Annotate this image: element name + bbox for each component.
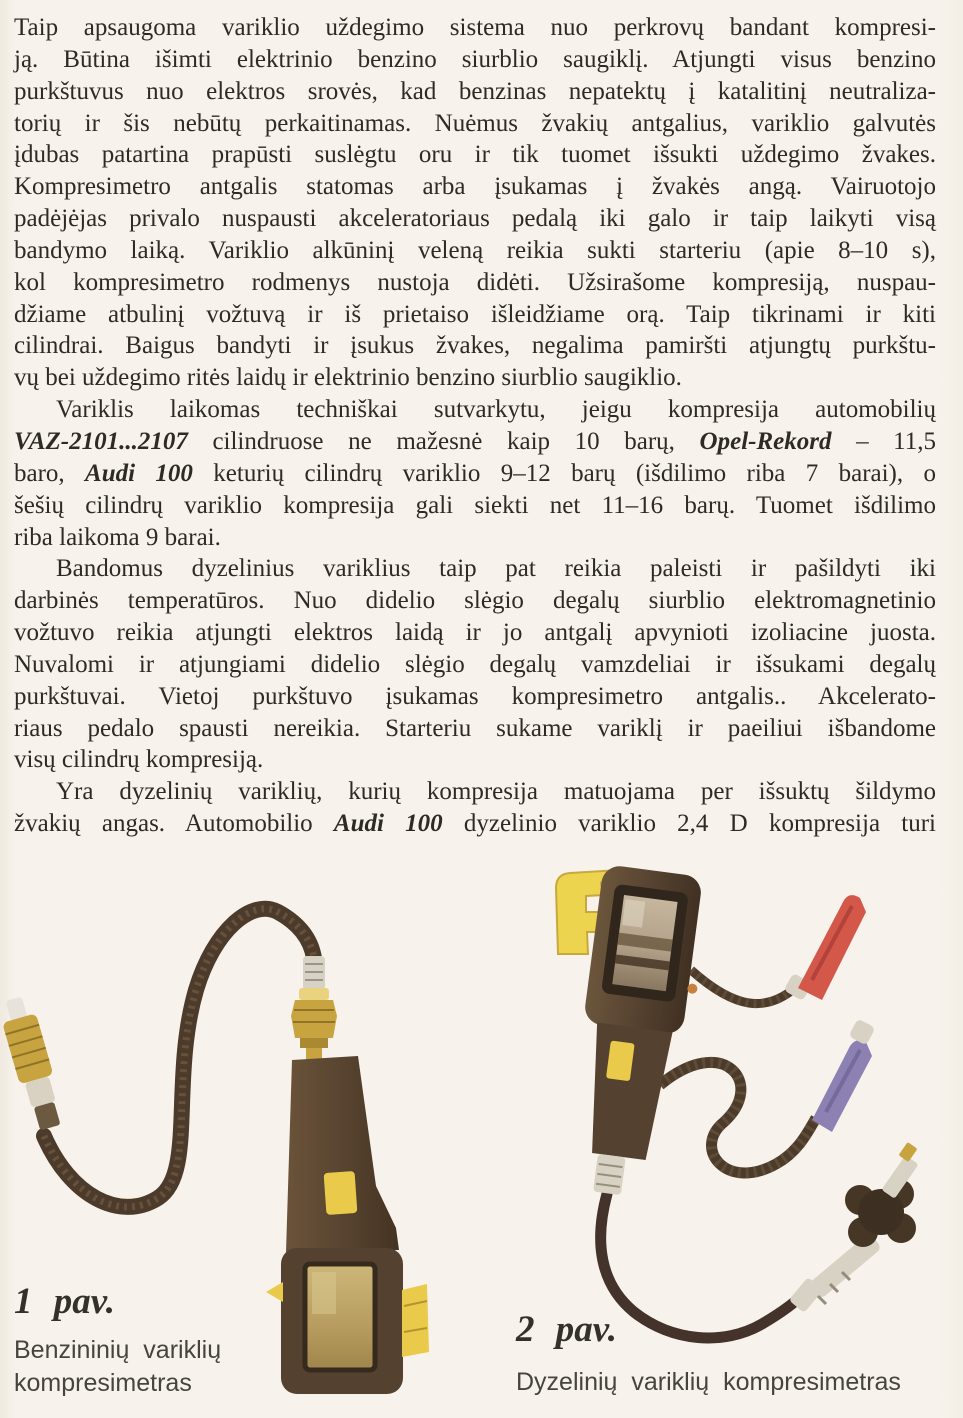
left-pointer — [266, 1282, 283, 1302]
pressure-hose — [601, 1194, 804, 1338]
tester-body — [286, 1056, 399, 1252]
text-line: riba laikoma 9 barai. — [14, 523, 221, 551]
glow-plug-adapter — [789, 1142, 919, 1313]
yellow-button — [606, 1040, 635, 1081]
text-line: Nuvalomi ir atjungiami didelio slėgio degalų vamzdeliai ir išsukami degalų — [14, 650, 936, 678]
text-line: vožtuvo reikia atjungti elektros laidą ir jo antgalį apvynioti izoliacine juosta. — [14, 619, 936, 647]
text-line: torių ir šis nebūtų perkaitinamas. Nuėmus žvakių antgalius, variklio galvutės — [14, 109, 936, 137]
side-tab — [402, 1284, 429, 1357]
gauge-inlet-fitting — [291, 956, 337, 1060]
flex-hose — [44, 909, 314, 1207]
text-line: ją. Būtina išimti elektrinio benzino siurblio saugiklį. Atjungti visus benzino — [14, 45, 936, 73]
text-line: Bandomus dyzelinius variklius taip pat reikia paleisti ir pašildyti iki — [56, 555, 936, 583]
text-line: cilindrai. Baigus bandyti ir įsukus žvakes, negalima pamiršti atjungtų purkštu- — [14, 332, 936, 360]
text-line: purkštuvus nuo elektros srovės, kad benzinas nepatektų į katalitinį neutraliza- — [14, 77, 936, 105]
figure-2-label: 2 pav. — [516, 1309, 618, 1350]
red-clip — [783, 895, 866, 1001]
hose-end-fitting — [0, 994, 67, 1132]
purple-clip — [812, 1018, 876, 1132]
text-line: vų bei uždegimo ritės laidų ir elektrinio benzino siurblio saugiklio. — [14, 364, 682, 392]
text-line: šešių cilindrų variklio kompresija gali siekti net 11–16 barų. Tuomet išdilimo — [14, 491, 936, 519]
purple-cable-coil-texture — [660, 1062, 816, 1173]
text-line: padėjėjas privalo nuspausti akceleratoriaus pedalą iki galo ir taip laikyti visą — [14, 205, 936, 233]
figure-1-caption-line-2: kompresimetras — [14, 1369, 192, 1397]
gauge-window-sheen — [312, 1272, 336, 1314]
figure-1-caption — [14, 1334, 221, 1400]
figure-2-caption — [516, 1366, 901, 1399]
text-line: Taip apsaugoma variklio uždegimo sistema nuo perkrovų bandant kompresi- — [14, 14, 936, 41]
text-line: darbinės temperatūros. Nuo didelio slėgio degalų siurblio elektromagnetinio — [14, 587, 936, 615]
text-line: baro, Audi 100 keturių cilindrų variklio 9–12 barų (išdilimo riba 7 barai), o — [14, 459, 936, 487]
text-line: Kompresimetro antgalis statomas arba įsukamas į žvakės angą. Vairuotojo — [14, 173, 936, 201]
figure-2-caption-line-1: Dyzelinių variklių kompresimetras — [516, 1368, 901, 1396]
text-line: džiame atbulinį vožtuvą ir iš prietaiso išleidžiame orą. Taip tikrinami ir kiti — [14, 300, 936, 328]
text-line: Yra dyzelinių variklių, kurių kompresija matuojama per išsuktų šildymo — [56, 778, 936, 806]
figure-1-caption-line-1: Benzininių variklių — [14, 1336, 222, 1364]
text-line: įdubas patartina prapūsti suslėgtu oru ir tik tuomet išsukti uždegimo žvakes. — [14, 141, 936, 169]
body-text — [14, 12, 936, 840]
text-line: žvakių angas. Automobilio Audi 100 dyzelinio variklio 2,4 D kompresija turi — [14, 810, 936, 838]
text-line: VAZ-2101...2107 cilindruose ne mažesnė kaip 10 barų, Opel-Rekord – 11,5 — [14, 427, 937, 455]
text-line: kol kompresimetro rodmenys nustoja didėti. Užsirašome kompresiją, nuspau- — [14, 268, 936, 296]
yellow-button — [324, 1171, 358, 1215]
text-line: visų cilindrų kompresiją. — [14, 746, 264, 774]
text-line: bandymo laiką. Variklio alkūninį veleną reikia sukti starteriu (apie 8–10 s), — [14, 236, 936, 264]
figure-1-label: 1 pav. — [14, 1281, 116, 1322]
text-line: riaus pedalo spausti nereikia. Starteriu sukame variklį ir paeiliui išbandome — [14, 714, 936, 742]
text-line: Variklis laikomas techniškai sutvarkytu, jeigu kompresija automobilių — [56, 396, 936, 424]
text-line: purkštuvai. Vietoj purkštuvo įsukamas kompresimetro antgalis.. Akcelerato- — [14, 682, 936, 710]
